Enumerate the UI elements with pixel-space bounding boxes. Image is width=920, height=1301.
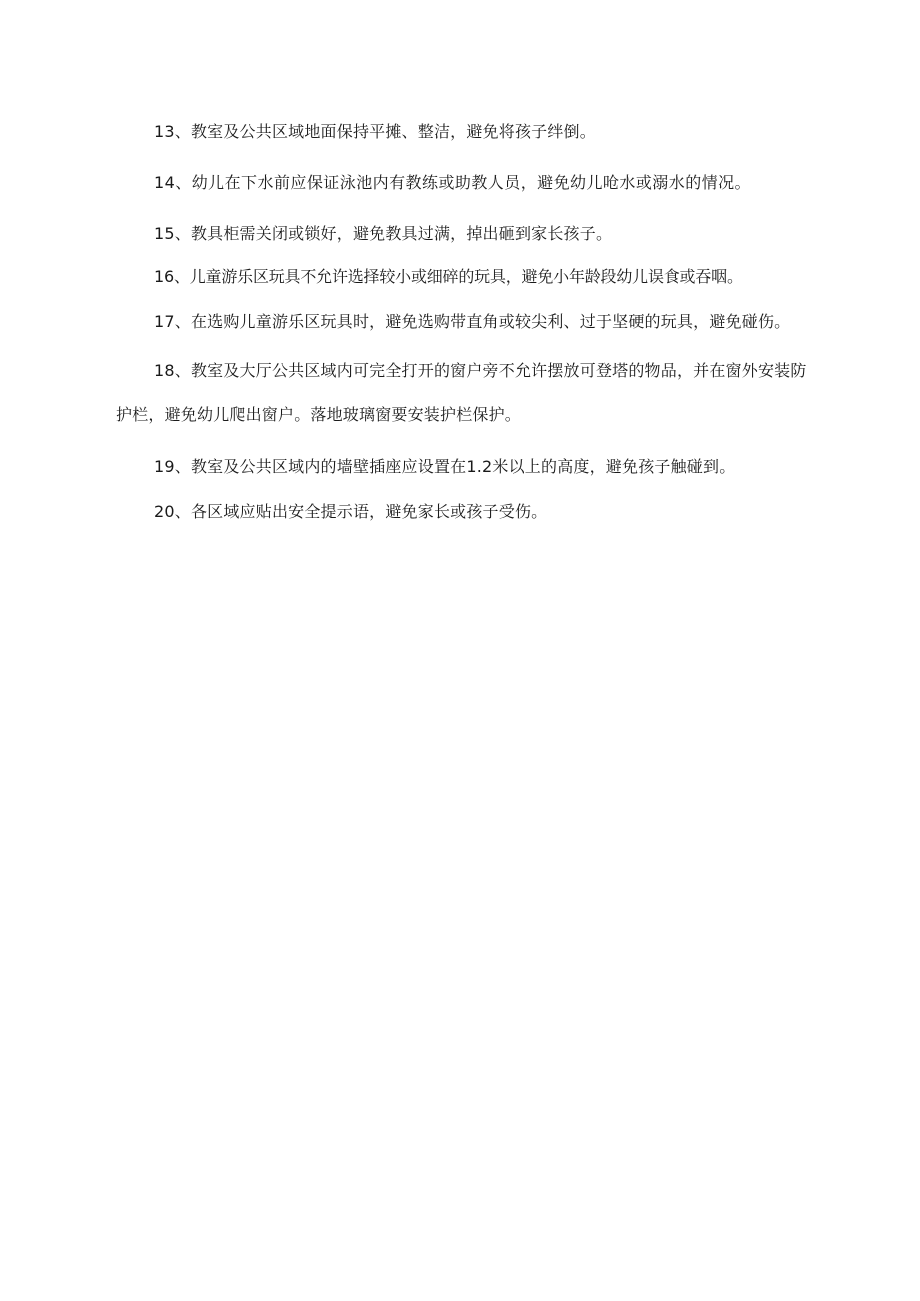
document-body: [116, 118, 816, 525]
list-item: 19、教室及公共区域内的墙壁插座应设置在1.2米以上的高度，避免孩子触碰到。: [154, 457, 736, 476]
list-item: 20、各区域应贴出安全提示语，避免家长或孩子受伤。: [154, 502, 548, 521]
list-item: 15、教具柜需关闭或锁好，避免教具过满，掉出砸到家长孩子。: [154, 224, 613, 243]
list-item: 13、教室及公共区域地面保持平摊、整洁，避免将孩子绊倒。: [154, 122, 596, 141]
list-item: 18、教室及大厅公共区域内可完全打开的窗户旁不允许摆放可登塔的物品，并在窗外安装防护栏，避免幼儿爬出窗户。落地玻璃窗要安装护栏保护。: [116, 361, 807, 424]
list-item: 17、在选购儿童游乐区玩具时，避免选购带直角或较尖利、过于坚硬的玩具，避免碰伤。: [154, 312, 791, 331]
list-item: 16、儿童游乐区玩具不允许选择较小或细碎的玩具，避免小年龄段幼儿误食或吞咽。: [154, 267, 743, 286]
list-item: 14、幼儿在下水前应保证泳池内有教练或助教人员，避免幼儿呛水或溺水的情况。: [154, 173, 752, 192]
